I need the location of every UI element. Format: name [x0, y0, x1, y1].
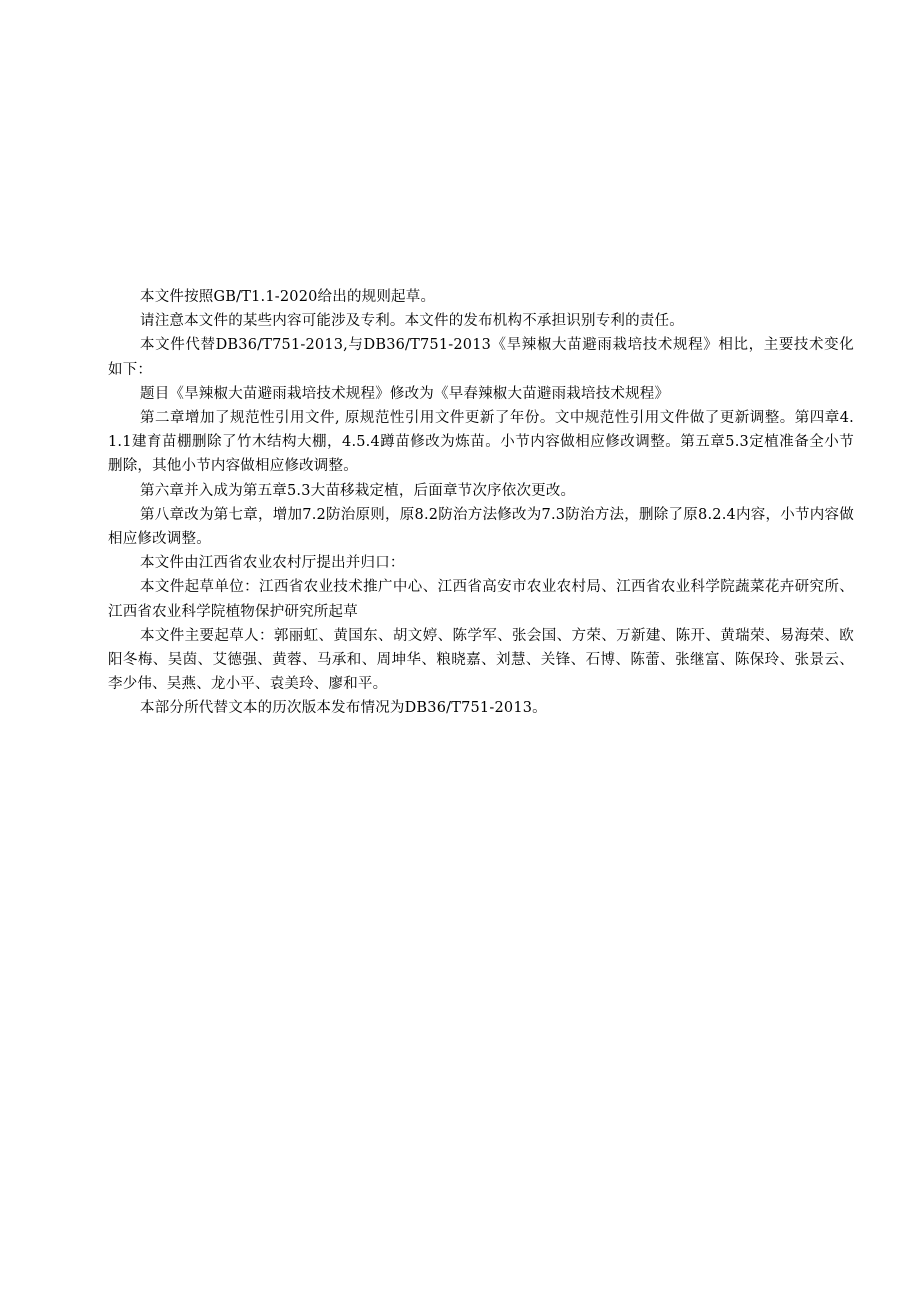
paragraph-drafting-units: 本文件起草单位：江西省农业技术推广中心、江西省高安市农业农村局、江西省农业科学院蔬菜花卉研究所、江西省农业科学院植物保护研究所起草	[108, 579, 854, 620]
paragraph-proposer: 本文件由江西省农业农村厅提出并归口：	[140, 555, 405, 572]
paragraph-replacement: 本文件代替DB36/T751-2013,与DB36/T751-2013《旱辣椒大苗避雨栽培技术规程》相比，主要技术变化如下：	[108, 337, 854, 378]
paragraph-chapter-two-changes: 第二章增加了规范性引用文件, 原规范性引用文件更新了年份。文中规范性引用文件做了更新调整。第四章4.1.1建育苗棚删除了竹木结构大棚，4.5.4蹲苗修改为炼苗。小节内容做相应修改调整。第五章5.3定植准备全小节删除，其他小节内容做相应修改调整。	[108, 410, 854, 475]
paragraph-version-history: 本部分所代替文本的历次版本发布情况为DB36/T751-2013。	[140, 700, 547, 717]
foreword-body	[108, 285, 854, 721]
paragraph-drafters: 本文件主要起草人：郭丽虹、黄国东、胡文婷、陈学军、张会国、方荣、万新建、陈开、黄瑞荣、易海荣、欧阳冬梅、吴茵、艾德强、黄蓉、马承和、周坤华、粮晓嘉、刘慧、关锋、石博、陈蕾、张继富、陈保玲、张景云、李少伟、吴燕、龙小平、袁美玲、廖和平。	[108, 627, 854, 693]
paragraph-patent-notice: 请注意本文件的某些内容可能涉及专利。本文件的发布机构不承担识别专利的责任。	[140, 313, 684, 330]
paragraph-drafting-rules: 本文件按照GB/T1.1-2020给出的规则起草。	[140, 289, 436, 305]
paragraph-chapter-six-changes: 第六章并入成为第五章5.3大苗移栽定植，后面章节次序依次更改。	[140, 482, 576, 499]
paragraph-title-change: 题目《旱辣椒大苗避雨栽培技术规程》修改为《早春辣椒大苗避雨栽培技术规程》	[140, 385, 670, 402]
paragraph-chapter-eight-changes: 第八章改为第七章，增加7.2防治原则，原8.2防治方法修改为7.3防治方法，删除了原8.2.4内容，小节内容做相应修改调整。	[108, 506, 854, 548]
